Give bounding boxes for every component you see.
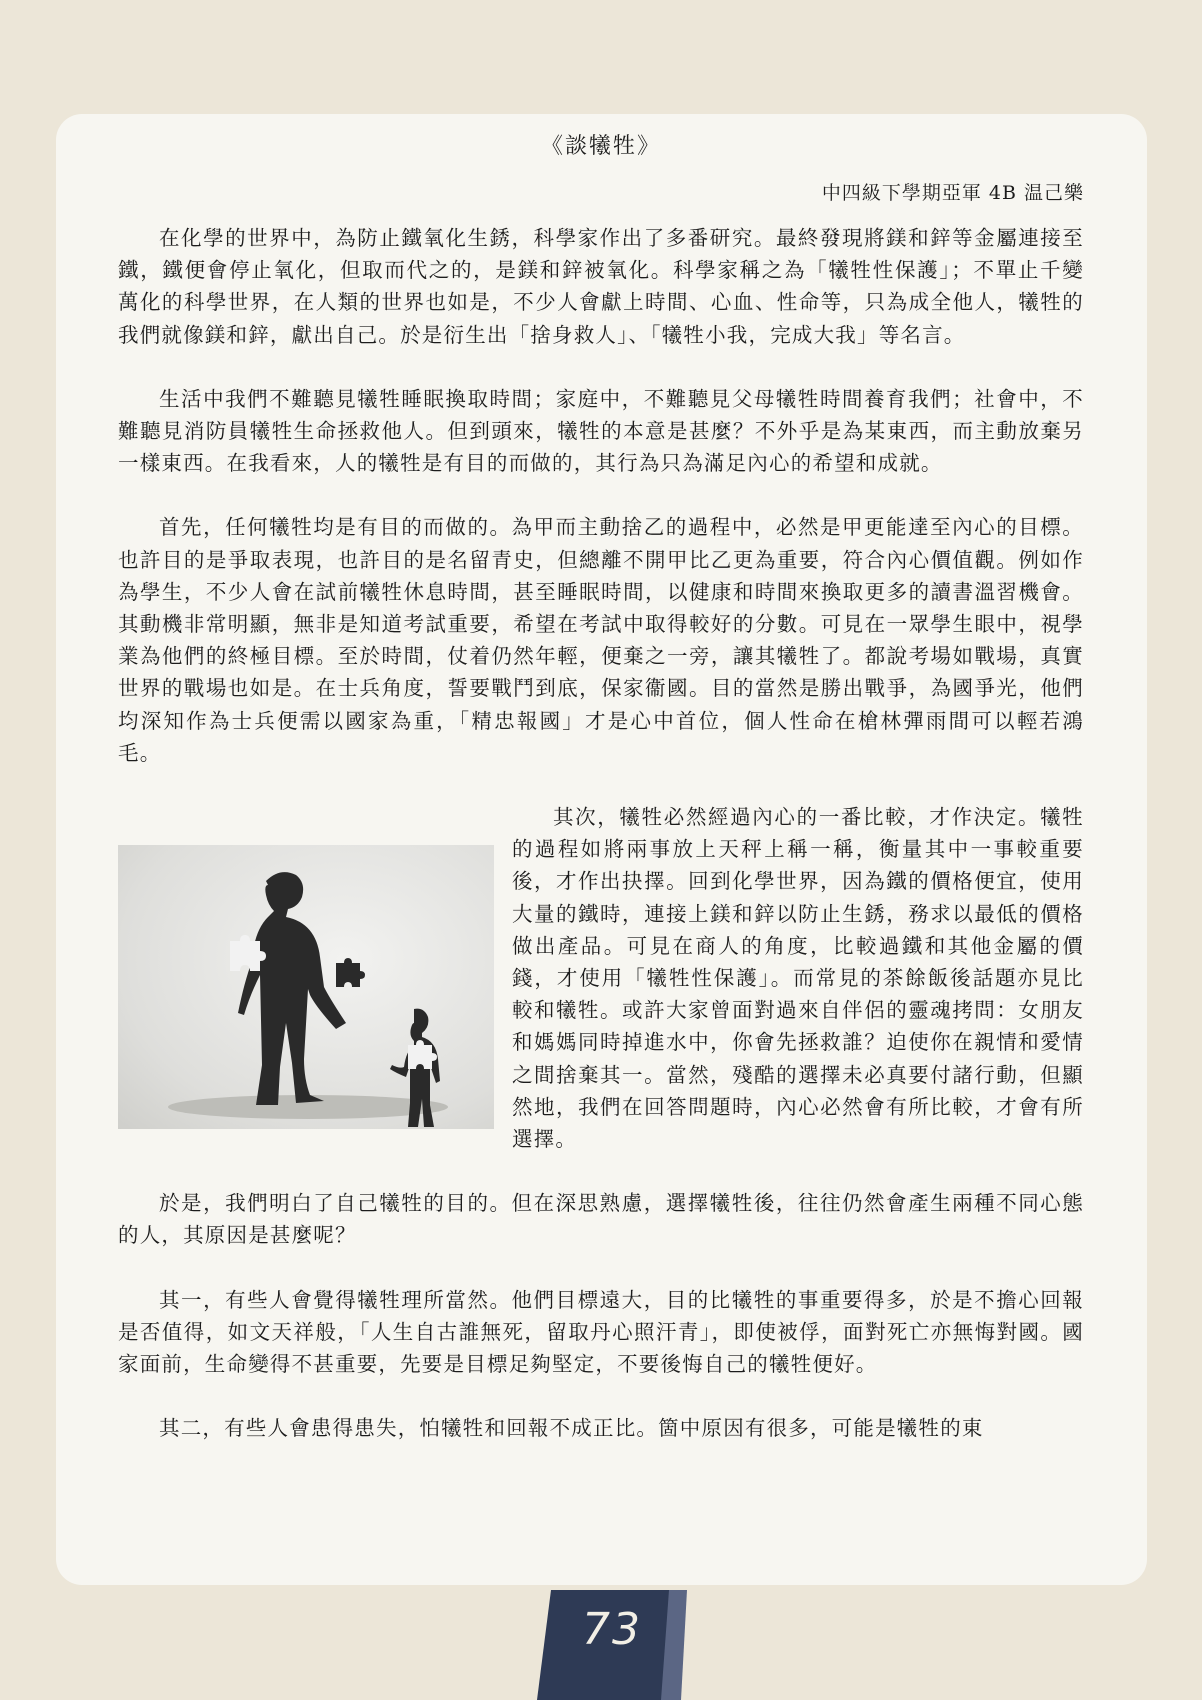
- paragraph-7: 其二，有些人會患得患失，怕犧牲和回報不成正比。箇中原因有很多，可能是犧牲的東: [159, 1416, 984, 1441]
- silhouette-icon: [118, 845, 494, 1129]
- page-number-tab: [537, 1590, 687, 1700]
- paragraph-5: 於是，我們明白了自己犧牲的目的。但在深思熟慮，選擇犧牲後，往往仍然會產生兩種不同心態的人，其原因是甚麼呢？: [118, 1191, 1084, 1248]
- paragraph-6: 其一，有些人會覺得犧牲理所當然。他們目標遠大，目的比犧牲的事重要得多，於是不擔心回報是否值得，如文天祥般，「人生自古誰無死，留取丹心照汗青」，即使被俘，面對死亡亦無悔對國。國家面前，生命變得不甚重要，先要是目標足夠堅定，不要後悔自己的犧牲便好。: [118, 1287, 1084, 1377]
- paragraph-4-block: [118, 801, 1084, 1155]
- paragraph-3: 首先，任何犧牲均是有目的而做的。為甲而主動捨乙的過程中，必然是甲更能達至內心的目標。也許目的是爭取表現，也許目的是名留青史，但總離不開甲比乙更為重要，符合內心價值觀。例如作為學生，不少人會在試前犧牲休息時間，甚至睡眠時間，以健康和時間來換取更多的讀書溫習機會。其動機非常明顯，無非是知道考試重要，希望在考試中取得較好的分數。可見在一眾學生眼中，視學業為他們的終極目標。至於時間，仗着仍然年輕，便棄之一旁，讓其犧牲了。都說考場如戰場，真實世界的戰場也如是。在士兵角度，誓要戰鬥到底，保家衞國。目的當然是勝出戰爭，為國爭光，他們均深知作為士兵便需以國家為重，「精忠報國」才是心中首位，個人性命在槍林彈雨間可以輕若鴻毛。: [118, 515, 1084, 765]
- article-byline: 中四級下學期亞軍 4B 温己樂: [821, 182, 1084, 204]
- article: [118, 114, 1084, 1477]
- page-number: 73: [582, 1604, 642, 1655]
- silhouette-puzzle-illustration: [118, 845, 494, 1129]
- page-card: [56, 114, 1147, 1585]
- article-title: 《談犧牲》: [540, 134, 661, 159]
- paragraph-2: 生活中我們不難聽見犧牲睡眠換取時間；家庭中，不難聽見父母犧牲時間養育我們；社會中，不難聽見消防員犧牲生命拯救他人。但到頭來，犧牲的本意是甚麼？不外乎是為某東西，而主動放棄另一樣東西。在我看來，人的犧牲是有目的而做的，其行為只為滿足內心的希望和成就。: [118, 386, 1084, 476]
- paragraph-4: 其次，犧牲必然經過內心的一番比較，才作決定。犧牲的過程如將兩事放上天秤上稱一稱，衡量其中一事較重要後，才作出抉擇。回到化學世界，因為鐵的價格便宜，使用大量的鐵時，連接上鎂和鋅以防止生銹，務求以最低的價格做出產品。可見在商人的角度，比較過鐵和其他金屬的價錢，才使用「犧牲性保護」。而常見的茶餘飯後話題亦見比較和犧牲。或許大家曾面對過來自伴侶的靈魂拷問：女朋友和媽媽同時掉進水中，你會先拯救誰？迫使你在親情和愛情之間捨棄其一。當然，殘酷的選擇未必真要付諸行動，但顯然地，我們在回答問題時，內心必然會有所比較，才會有所選擇。: [512, 805, 1084, 1152]
- paragraph-1: 在化學的世界中，為防止鐵氧化生銹，科學家作出了多番研究。最終發現將鎂和鋅等金屬連接至鐵，鐵便會停止氧化，但取而代之的，是鎂和鋅被氧化。科學家稱之為「犧牲性保護」；不單止千變萬化的科學世界，在人類的世界也如是，不少人會獻上時間、心血、性命等，只為成全他人，犧牲的我們就像鎂和鋅，獻出自己。於是衍生出「捨身救人」、「犧牲小我，完成大我」等名言。: [118, 226, 1084, 347]
